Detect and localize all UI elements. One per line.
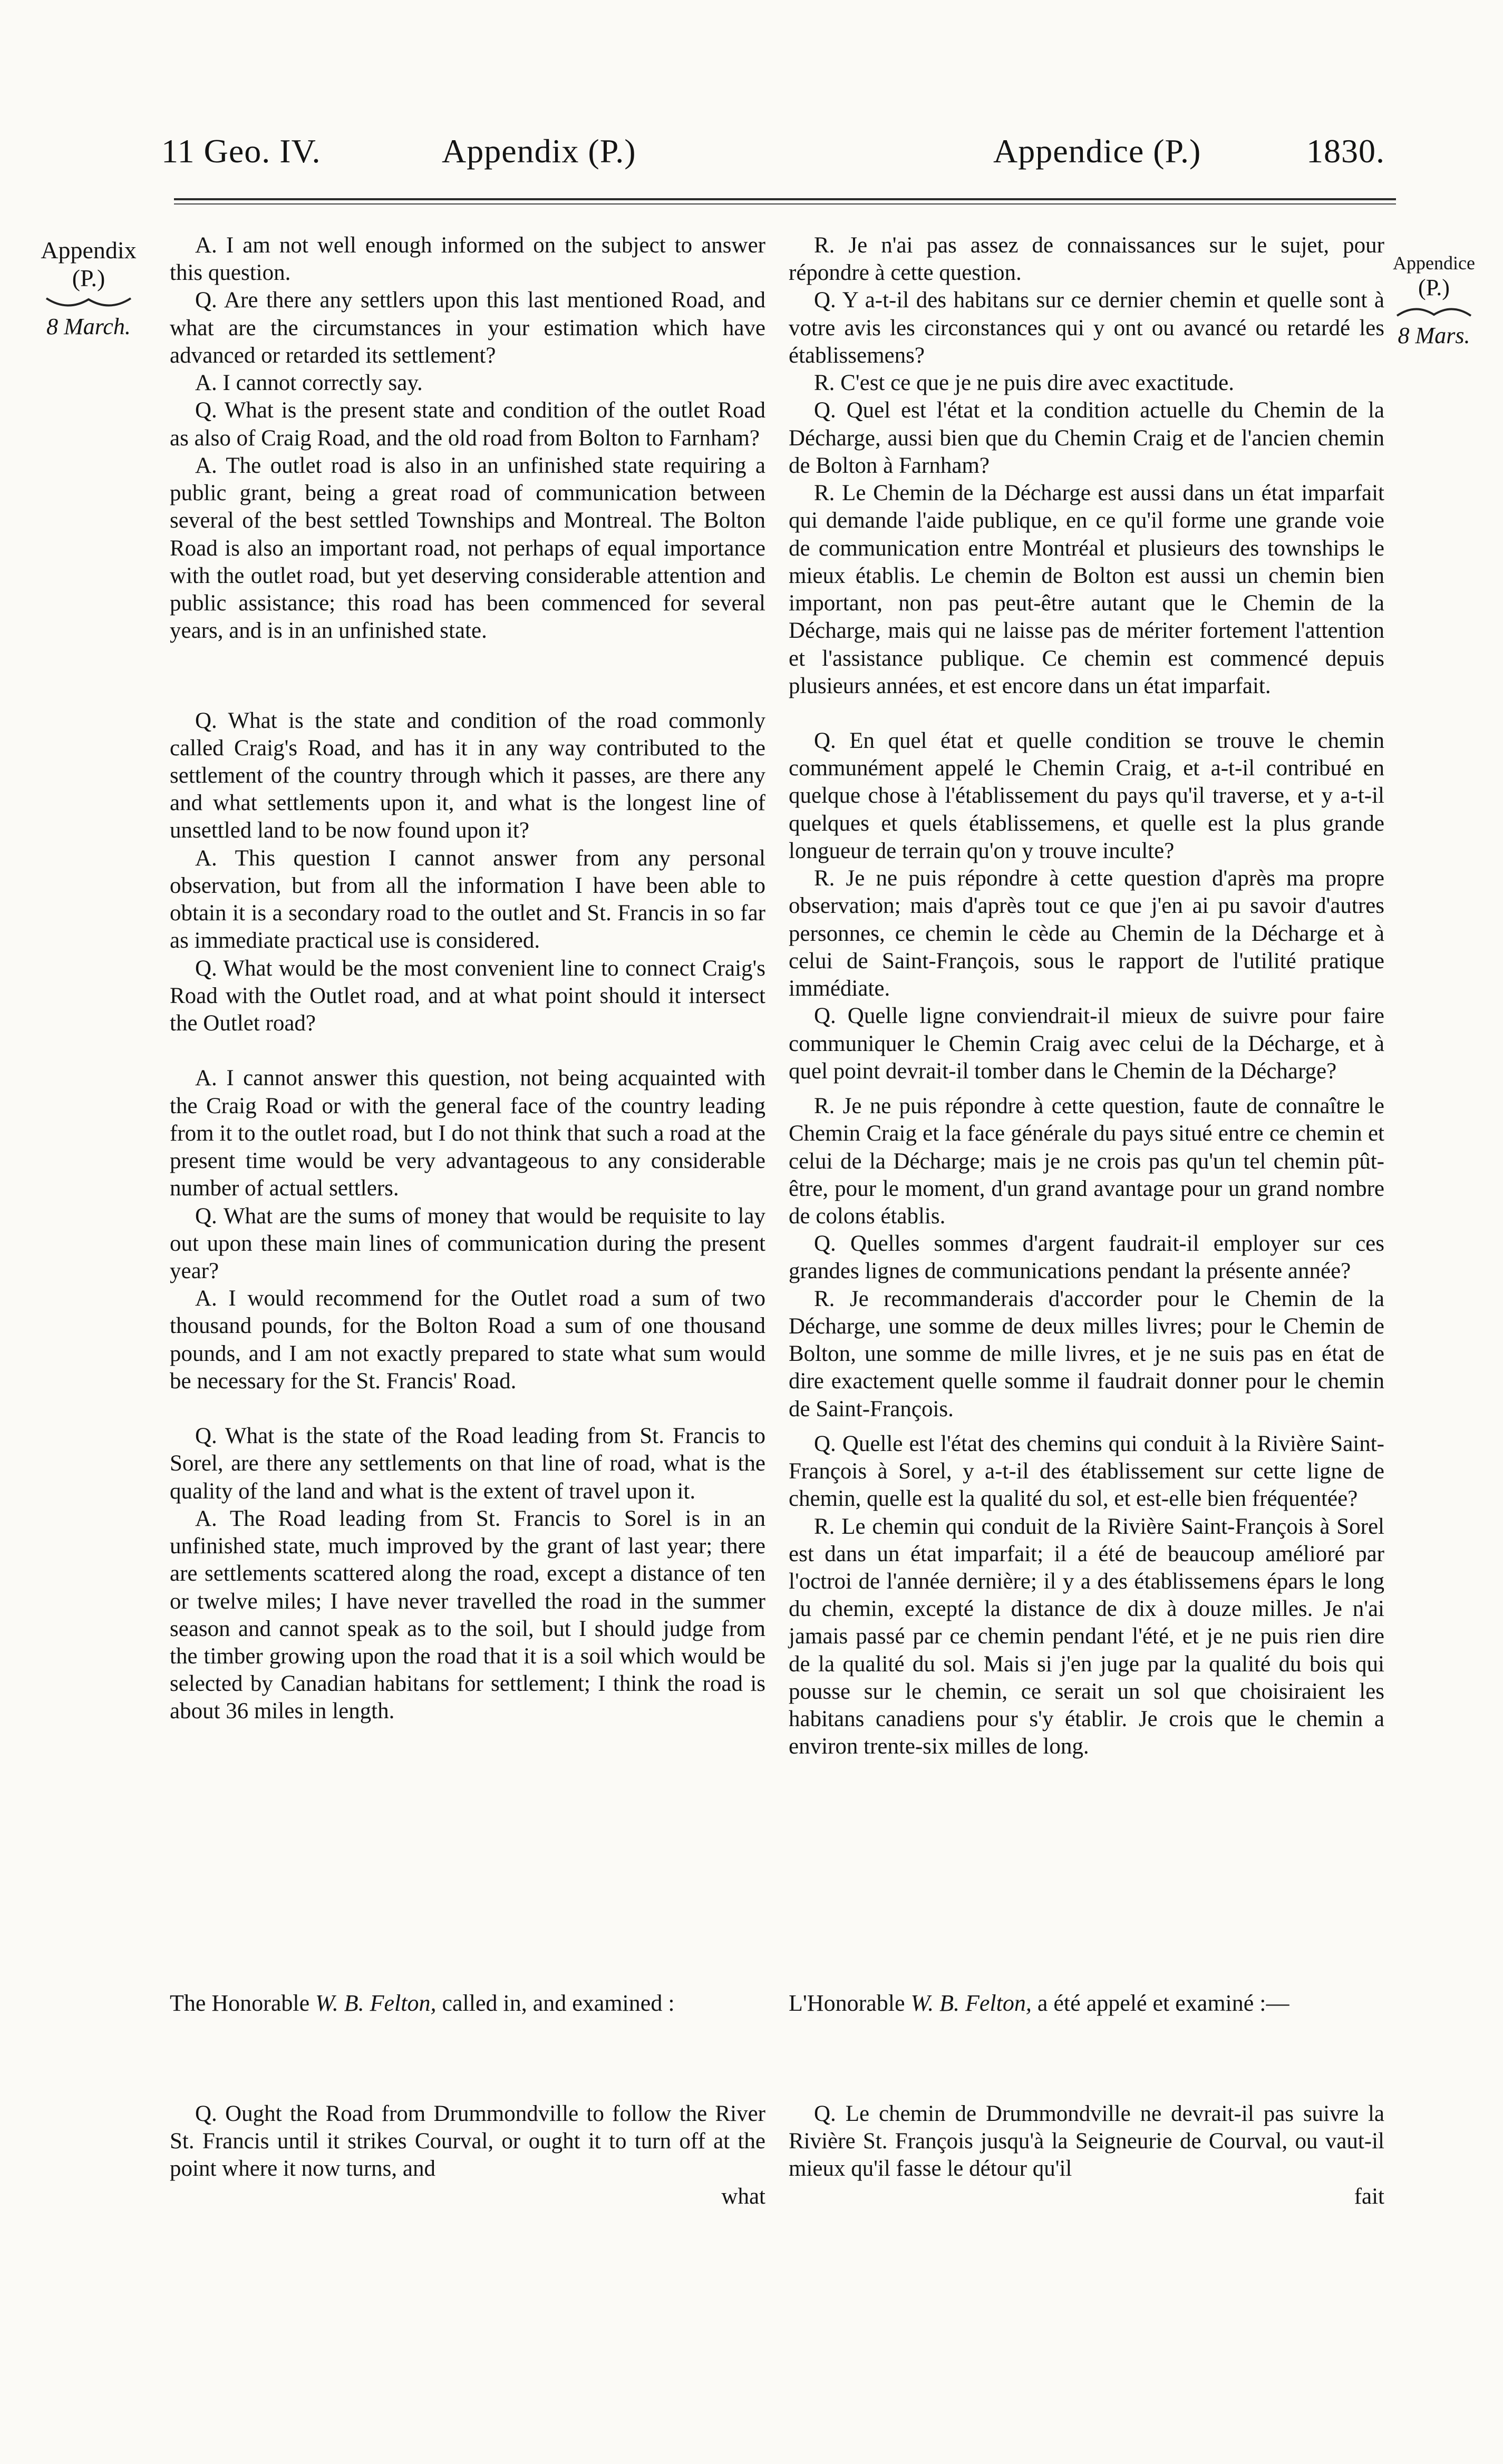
witness-prefix-fr: L'Honorable (789, 1990, 905, 2016)
en-para: Q. What would be the most convenient line to connect Craig's Road with the Outlet road, and at what point should it intersect the Outlet road? (170, 956, 765, 1036)
brace-flourish-icon (44, 292, 133, 313)
fr-para: Q. Quel est l'état et la condition actuelle du Chemin de la Décharge, aussi bien que du Chemin Craig et de l'ancien chemin de Bolton à Farnham? (789, 398, 1384, 478)
en-para: Q. Are there any settlers upon this last mentioned Road, and what are the circumstances in your estimation which have advanced or retarded its settlement? (170, 288, 765, 368)
margin-right-letter: (P.) (1418, 275, 1450, 300)
fr-catchword: fait (1354, 2184, 1384, 2209)
witness-name-en: W. B. Felton, (315, 1990, 437, 2016)
fr-para: Q. Quelles sommes d'argent faudrait-il employer sur ces grandes lignes de communications pendant la présente année? (789, 1231, 1384, 1284)
witness-intro-fr (789, 1990, 1384, 2018)
french-final-block (789, 2100, 1384, 2210)
fr-para: R. C'est ce que je ne puis dire avec exactitude. (814, 371, 1234, 396)
header-appendix-en: Appendix (P.) (442, 132, 636, 170)
margin-left-label: Appendix (41, 237, 137, 264)
header-appendix-fr: Appendice (P.) (993, 132, 1201, 170)
margin-right-label: Appendice (1393, 252, 1475, 274)
fr-para: Q. Le chemin de Drummondville ne devrait-il pas suivre la Rivière St. François jusqu'à la Seigneurie de Courval, ou vaut-il mieux qu'il fasse le détour qu'il (789, 2101, 1384, 2181)
header-rule-thin (174, 203, 1396, 204)
witness-prefix-en: The Honorable (170, 1990, 310, 2016)
en-para: A. The Road leading from St. Francis to Sorel is in an unfinished state, much improved by the grant of last year; there are settlements scattered along the road, except a distance of ten or twelve miles; I have never travelled the road in the summer season and cannot speak as to the soil, but I should judge from the timber growing upon the road that it is a soil which would be selected by Canadian habitans for settlement; I think the road is about 36 miles in length. (170, 1506, 765, 1724)
french-column (789, 232, 1384, 1761)
witness-intro-en (170, 1990, 765, 2018)
fr-para: Q. Quelle ligne conviendrait-il mieux de suivre pour faire communiquer le Chemin Craig avec celui de la Décharge, et à quel point devrait-il tomber dans le Chemin de la Décharge? (789, 1004, 1384, 1084)
fr-para: Q. Y a-t-il des habitans sur ce dernier chemin et quelle sont à votre avis les circonstances qui y ont ou avancé ou retardé les établissemens? (789, 288, 1384, 368)
fr-para: R. Je ne puis répondre à cette question, faute de connaître le Chemin Craig et la face générale du pays situé entre ce chemin et celui de la Décharge; mais je ne crois pas qu'un tel chemin pût-être, pour le moment, d'un grand avantage pour un grand nombre de colons établis. (789, 1094, 1384, 1229)
en-para: Q. What is the present state and condition of the outlet Road as also of Craig Road, and the old road from Bolton to Farnham? (170, 398, 765, 451)
en-para: A. The outlet road is also in an unfinished state requiring a public grant, being a great road of communication between several of the best settled Townships and Montreal. The Bolton Road is also an important road, not perhaps of equal importance with the outlet road, but yet deserving considerable attention and public assistance; this road has been commenced for several years, and is in an unfinished state. (170, 453, 765, 644)
en-para: Q. What are the sums of money that would be requisite to lay out upon these main lines of communication during the present year? (170, 1203, 765, 1283)
fr-para: R. Je recommanderais d'accorder pour le Chemin de la Décharge, une somme de deux milles livres; pour le Chemin de Bolton, une somme de mille livres, et je ne suis pas en état de dire exactement quelle somme il faudrait donner pour le chemin de Saint-François. (789, 1286, 1384, 1421)
en-para: A. I cannot answer this question, not being acquainted with the Craig Road or with the general face of the country leading from it to the outlet road, but I do not think that such a road at the present time would be very advantageous to any considerable number of actual settlers. (170, 1066, 765, 1201)
en-para: A. I cannot correctly say. (195, 371, 423, 396)
brace-flourish-icon (1394, 301, 1473, 322)
margin-note-right (1386, 252, 1481, 349)
english-column (170, 232, 765, 1726)
witness-name-fr: W. B. Felton, (910, 1990, 1032, 2016)
witness-suffix-en: called in, and examined : (442, 1990, 675, 2016)
fr-para: R. Je ne puis répondre à cette question d'après ma propre observation; mais d'après tout ce que j'en ai pu savoir d'autres personnes, ce chemin le cède au Chemin de la Décharge et à celui de Saint-François, sous le rapport de l'utilité pratique immédiate. (789, 866, 1384, 1001)
margin-left-date: 8 March. (46, 314, 131, 339)
witness-suffix-fr: a été appelé et examiné :— (1037, 1990, 1289, 2016)
header-rule (174, 198, 1396, 200)
en-para: A. This question I cannot answer from any personal observation, but from all the information I have been able to obtain it is a secondary road to the outlet and St. Francis in so far as immediate practical use is considered. (170, 845, 765, 953)
en-para: A. I would recommend for the Outlet road a sum of two thousand pounds, for the Bolton Road a sum of one thousand pounds, and I am not exactly prepared to state what sum would be necessary for the St. Francis' Road. (170, 1286, 765, 1394)
english-final-block (170, 2100, 765, 2210)
margin-note-left (36, 236, 141, 340)
fr-para: R. Le Chemin de la Décharge est aussi dans un état imparfait qui demande l'aide publique, en ce qu'il forme une grande voie de communication entre Montréal et plusieurs des townships le mieux établis. Le chemin de Bolton est aussi un chemin bien important, non pas peut-être autant que le Chemin de la Décharge, mais qui ne laisse pas de mériter fortement l'attention et l'assistance publique. Ce chemin est commencé depuis plusieurs années, et est encore dans un état imparfait. (789, 481, 1384, 698)
en-para: Q. Ought the Road from Drummondville to follow the River St. Francis until it strikes Courval, or ought it to turn off at the point where it now turns, and (170, 2101, 765, 2181)
fr-para: Q. Quelle est l'état des chemins qui conduit à la Rivière Saint-François à Sorel, y a-t-il des établissement sur cette ligne de chemin, quelle est la qualité du sol, et est-elle bien fréquentée? (789, 1431, 1384, 1512)
fr-para: R. Je n'ai pas assez de connaissances sur le sujet, pour répondre à cette question. (789, 233, 1384, 286)
en-para: Q. What is the state and condition of the road commonly called Craig's Road, and has it in any way contributed to the settlement of the country through which it passes, are there any and what settlements upon it, and what is the longest line of unsettled land to be now found upon it? (170, 708, 765, 843)
fr-para: Q. En quel état et quelle condition se trouve le chemin communément appelé le Chemin Craig, et a-t-il contribué en quelque chose à l'établissement du pays qu'il traverse, et y a-t-il quelques et quels établissemens, et quelle est la plus grande longueur de terrain qu'on y trouve inculte? (789, 728, 1384, 863)
fr-para: R. Le chemin qui conduit de la Rivière Saint-François à Sorel est dans un état imparfait; il a été de beaucoup amélioré par l'octroi de l'année dernière; il y a des établissemens épars le long du chemin, excepté la distance de dix à douze milles. Je n'ai jamais passé par ce chemin pendant l'été, et je ne puis rien dire de la qualité du sol. Mais si j'en juge par la qualité du bois qui pousse sur le chemin, ce serait un sol que choisiraient les habitans canadiens pour s'y établir. Je crois que le chemin a environ trente-six milles de long. (789, 1514, 1384, 1759)
margin-right-date: 8 Mars. (1398, 323, 1470, 348)
header-year: 1830. (1306, 132, 1385, 170)
header-reign: 11 Geo. IV. (161, 132, 321, 170)
margin-left-letter: (P.) (72, 265, 105, 291)
en-para: A. I am not well enough informed on the subject to answer this question. (170, 233, 765, 286)
en-para: Q. What is the state of the Road leading from St. Francis to Sorel, are there any settlements on that line of road, what is the quality of the land and what is the extent of travel upon it. (170, 1424, 765, 1504)
en-catchword: what (721, 2184, 765, 2209)
